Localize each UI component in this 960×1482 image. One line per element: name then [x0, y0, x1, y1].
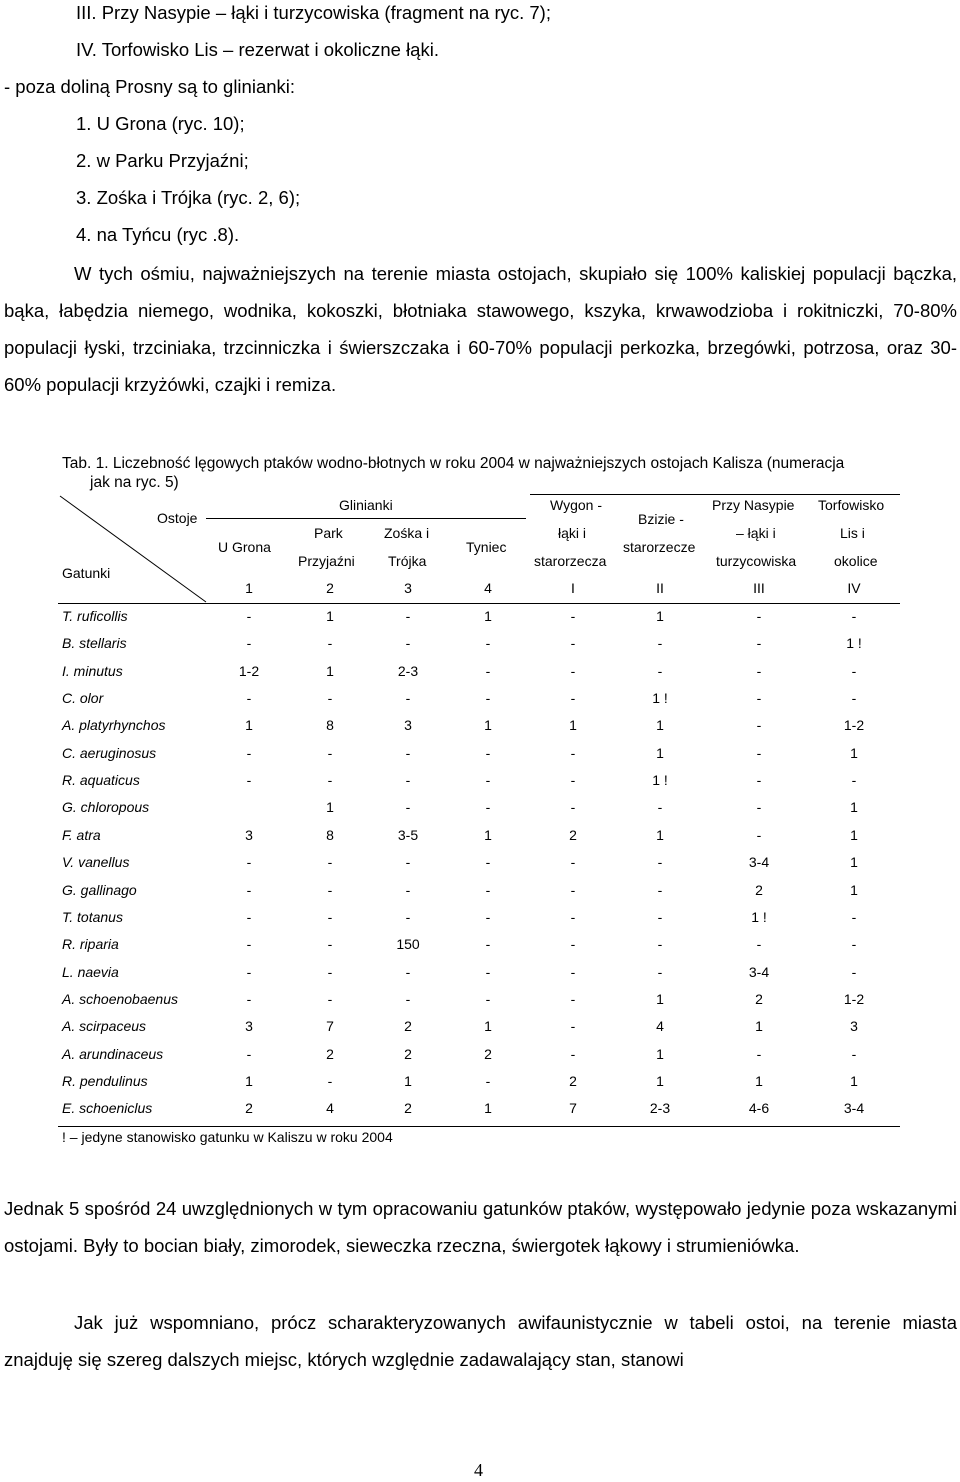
table-cell: 2	[245, 1100, 253, 1117]
table-cell: 3	[245, 1018, 253, 1035]
table-cell: -	[405, 881, 411, 898]
table-cell: 3	[245, 826, 253, 843]
species-name: T. totanus	[62, 908, 123, 925]
table-cell: 1	[656, 717, 664, 734]
col-num-I: I	[571, 580, 575, 596]
table-cell: -	[246, 1045, 252, 1062]
table-cell: -	[485, 881, 491, 898]
table-cell: -	[405, 963, 411, 980]
table-cell: 2	[326, 1045, 334, 1062]
table-cell: 1-2	[238, 662, 260, 679]
table-cell: -	[405, 799, 411, 816]
table-cell: -	[756, 608, 762, 624]
table-cell: 2	[404, 1100, 412, 1117]
table-cell: -	[405, 608, 411, 624]
header-tyniec: Tyniec	[466, 539, 507, 555]
table-cell: -	[570, 662, 576, 679]
table-cell: -	[570, 744, 576, 761]
table-cell: 1	[755, 1072, 763, 1089]
table-cell: -	[570, 772, 576, 789]
table-cell: 1	[850, 799, 858, 816]
header-bzizie-1: Bzizie -	[638, 511, 684, 527]
table-cell: -	[570, 963, 576, 980]
col-num-3: 3	[404, 580, 412, 596]
table-cell: -	[327, 772, 333, 789]
table-cell: 3-4	[748, 963, 770, 980]
table-cell: -	[246, 608, 252, 624]
list-item-IV: IV. Torfowisko Lis – rezerwat i okoliczne łąki.	[76, 39, 439, 60]
table-cell: -	[246, 690, 252, 707]
header-u-grona: U Grona	[218, 539, 271, 555]
species-name: R. riparia	[62, 936, 119, 953]
table-cell: 2	[404, 1018, 412, 1035]
table-cell: 7	[569, 1100, 577, 1117]
table-cell: -	[327, 690, 333, 707]
species-name: F. atra	[62, 826, 101, 843]
table-cell: 2	[569, 1072, 577, 1089]
table-cell: 1	[245, 717, 253, 734]
table-cell: -	[851, 908, 857, 925]
header-top-right-line	[530, 494, 900, 495]
table-cell: -	[246, 635, 252, 652]
table-cell: 2	[755, 881, 763, 898]
col-num-II: II	[656, 580, 664, 596]
species-name: E. schoeniclus	[62, 1100, 153, 1117]
col-num-III: III	[753, 580, 765, 596]
table-cell: -	[327, 1072, 333, 1089]
table-cell: 1	[850, 826, 858, 843]
table-cell: -	[570, 881, 576, 898]
paragraph-outside-species: Jednak 5 spośród 24 uwzględnionych w tym opracowaniu gatunków ptaków, występowało jedynie poza wskazanymi ostojami. Były to bocian biały, zimorodek, sieweczka rzeczna, świergotek łąkowy i strumieniówka.	[4, 1198, 957, 1256]
col-num-4: 4	[484, 580, 492, 596]
table-cell: -	[851, 690, 857, 707]
header-torf-2: Lis i	[840, 525, 865, 541]
table-cell: -	[485, 990, 491, 1007]
table-cell: -	[570, 1045, 576, 1062]
table-cell: -	[570, 936, 576, 953]
table-cell: -	[657, 963, 663, 980]
table-cell: -	[327, 744, 333, 761]
table-cell: 1	[326, 608, 334, 624]
list-item-1: 1. U Grona (ryc. 10);	[76, 113, 245, 134]
paragraph-summary: W tych ośmiu, najważniejszych na terenie miasta ostojach, skupiało się 100% kaliskiej populacji bączka, bąka, łabędzia niemego, wodnika, kokoszki, błotniaka stawowego, kszyka, krwawodzioba i rokitniczki, 70-80% populacji łyski, trzciniaka, trzcinniczka i świerszczaka i 60-70% populacji perkozka, brzegówki, potrzosa, oraz 30-60% populacji krzyżówki, czajki i remiza.	[4, 263, 957, 395]
table-cell: -	[485, 772, 491, 789]
table-cell: -	[327, 936, 333, 953]
table-cell: 1	[656, 1072, 664, 1089]
table-cell: -	[246, 936, 252, 953]
table-cell: 1	[569, 717, 577, 734]
table-cell: -	[570, 690, 576, 707]
header-nasyp-1: Przy Nasypie	[712, 497, 795, 513]
list-intro: - poza doliną Prosny są to glinianki:	[4, 76, 296, 97]
paragraph-other-places: Jak już wspomniano, prócz scharakteryzowanych awifaunistycznie w tabeli ostoi, na terenie miasta znajduję się szereg dalszych miejsc, których względnie zadawalający stan, stanowi	[4, 1312, 957, 1370]
table-cell: -	[246, 772, 252, 789]
table-cell: 2-3	[649, 1100, 671, 1117]
table-cell: -	[485, 690, 491, 707]
species-name: A. scirpaceus	[62, 1018, 147, 1035]
table-cell: 4-6	[748, 1100, 770, 1117]
table-cell: -	[327, 908, 333, 925]
table-cell: 1	[484, 826, 492, 843]
table-cell: -	[327, 881, 333, 898]
table-cell: 1-2	[843, 717, 865, 734]
table-cell: -	[851, 963, 857, 980]
list-item-4: 4. na Tyńcu (ryc .8).	[76, 224, 240, 245]
table-cell: -	[405, 908, 411, 925]
table-cell: 1	[245, 1072, 253, 1089]
table-cell: -	[246, 908, 252, 925]
header-wygon-2: łąki i	[558, 525, 587, 541]
table-cell: 3-4	[843, 1100, 865, 1117]
table-cell: -	[485, 744, 491, 761]
table-cell: -	[405, 690, 411, 707]
table-cell: -	[756, 744, 762, 761]
table-cell: 1	[656, 744, 664, 761]
table-cell: -	[246, 744, 252, 761]
table-cell: -	[657, 854, 663, 871]
table-cell: 1	[850, 854, 858, 871]
header-wygon-3: starorzecza	[534, 553, 607, 569]
table-cell: -	[570, 608, 576, 624]
species-name: I. minutus	[62, 662, 123, 679]
table-cell: -	[657, 635, 663, 652]
table-cell: -	[327, 990, 333, 1007]
table-cell: 7	[326, 1018, 334, 1035]
table-cell: -	[485, 936, 491, 953]
header-zoska-2: Trójka	[388, 553, 427, 569]
table-bottom-line	[58, 1126, 900, 1127]
table-cell: -	[851, 662, 857, 679]
table-cell: 1	[326, 799, 334, 816]
table-cell: -	[485, 662, 491, 679]
species-name: R. aquaticus	[62, 772, 140, 789]
table-cell: 1	[755, 1018, 763, 1035]
table-cell: 1 !	[751, 908, 767, 925]
table-cell: -	[657, 662, 663, 679]
table-cell: -	[405, 635, 411, 652]
header-torf-3: okolice	[834, 553, 878, 569]
species-name: R. pendulinus	[62, 1072, 148, 1089]
table-cell: 150	[396, 936, 420, 953]
table-cell: -	[851, 772, 857, 789]
table-cell: -	[756, 936, 762, 953]
table-cell: 3	[850, 1018, 858, 1035]
species-name: G. chloropous	[62, 799, 150, 816]
table-cell: -	[570, 990, 576, 1007]
species-name: L. naevia	[62, 963, 119, 980]
table-cell: -	[570, 799, 576, 816]
table-cell: 1	[656, 1045, 664, 1062]
header-park-2: Przyjaźni	[298, 553, 355, 569]
table-cell: -	[327, 635, 333, 652]
table-cell: -	[570, 908, 576, 925]
table-cell: 1 !	[652, 772, 668, 789]
table-cell: -	[657, 908, 663, 925]
species-name: A. platyrhynchos	[62, 717, 166, 734]
table-cell: -	[246, 854, 252, 871]
table-cell: -	[851, 608, 857, 624]
table-cell: 2	[484, 1045, 492, 1062]
header-torf-1: Torfowisko	[818, 497, 885, 513]
header-park-1: Park	[314, 525, 343, 541]
table-cell: 1 !	[652, 690, 668, 707]
species-name: A. schoenobaenus	[62, 990, 178, 1007]
table-cell: -	[405, 990, 411, 1007]
header-bzizie-2: starorzecze	[623, 539, 696, 555]
table-cell: -	[756, 826, 762, 843]
table-cell: -	[756, 690, 762, 707]
table-cell: 1	[484, 1100, 492, 1117]
table-cell: -	[485, 1072, 491, 1089]
table-cell: 1	[656, 608, 664, 624]
table-cell: -	[485, 799, 491, 816]
table-caption-line1: Tab. 1. Liczebność lęgowych ptaków wodno-błotnych w roku 2004 w najważniejszych ostojach Kalisza (numeracja	[62, 455, 845, 472]
table-cell: 1	[484, 608, 492, 624]
table-cell: -	[756, 662, 762, 679]
table-cell: -	[327, 854, 333, 871]
table-cell: -	[851, 936, 857, 953]
table-cell: 2-3	[397, 662, 419, 679]
table-cell: 8	[326, 826, 334, 843]
table-caption-line2: jak na ryc. 5)	[90, 474, 179, 491]
table-cell: -	[657, 881, 663, 898]
table-cell: -	[657, 936, 663, 953]
table-cell: -	[756, 717, 762, 734]
table-cell: -	[246, 963, 252, 980]
table-cell: 3	[404, 717, 412, 734]
table-cell: -	[246, 990, 252, 1007]
col-num-1: 1	[245, 580, 253, 596]
list-item-3: 3. Zośka i Trójka (ryc. 2, 6);	[76, 187, 301, 208]
species-name: G. gallinago	[62, 881, 137, 898]
table-cell: 1	[484, 1018, 492, 1035]
table-cell: 1-2	[843, 990, 865, 1007]
header-glinianki: Glinianki	[339, 497, 393, 513]
species-name: C. olor	[62, 690, 104, 707]
header-glinianki-underline	[206, 518, 526, 519]
table-cell: 2	[404, 1045, 412, 1062]
table-cell: 1	[656, 990, 664, 1007]
table-cell: -	[570, 854, 576, 871]
table-cell: 1	[404, 1072, 412, 1089]
species-name: C. aeruginosus	[62, 744, 157, 761]
table-cell: -	[485, 963, 491, 980]
header-gatunki: Gatunki	[62, 565, 111, 581]
table-cell: -	[246, 881, 252, 898]
table-cell: -	[570, 635, 576, 652]
page-number: 4	[474, 1460, 483, 1480]
table-cell: 2	[569, 826, 577, 843]
col-num-IV: IV	[847, 580, 861, 596]
table-cell: -	[756, 635, 762, 652]
list-item-2: 2. w Parku Przyjaźni;	[76, 150, 249, 171]
table-cell: -	[485, 635, 491, 652]
header-nasyp-2: – łąki i	[736, 525, 776, 541]
table-cell: 1	[326, 662, 334, 679]
table-cell: -	[485, 854, 491, 871]
table-cell: 4	[656, 1018, 664, 1035]
col-num-2: 2	[326, 580, 334, 596]
table-cell: -	[327, 963, 333, 980]
table-cell: 1	[656, 826, 664, 843]
table-cell: 3-5	[397, 826, 419, 843]
table-cell: -	[756, 799, 762, 816]
list-item-III: III. Przy Nasypie – łąki i turzycowiska (fragment na ryc. 7);	[76, 2, 551, 23]
header-ostoje: Ostoje	[157, 510, 198, 526]
table-cell: -	[405, 744, 411, 761]
table-cell: 1 !	[846, 635, 862, 652]
table-cell: -	[570, 1018, 576, 1035]
table-cell: -	[485, 908, 491, 925]
species-name: V. vanellus	[62, 854, 130, 871]
table-cell: -	[851, 1045, 857, 1062]
table-footnote: ! – jedyne stanowisko gatunku w Kaliszu w roku 2004	[62, 1129, 393, 1145]
table-cell: -	[657, 799, 663, 816]
table-cell: -	[756, 772, 762, 789]
table-cell: 1	[850, 744, 858, 761]
species-name: A. arundinaceus	[62, 1045, 164, 1062]
species-name: T. ruficollis	[62, 608, 128, 624]
table-cell: 1	[484, 717, 492, 734]
header-nasyp-3: turzycowiska	[716, 553, 797, 569]
header-wygon-1: Wygon -	[550, 497, 603, 513]
table-cell: -	[405, 772, 411, 789]
table-cell: -	[756, 1045, 762, 1062]
header-zoska-1: Zośka i	[384, 525, 430, 541]
table-cell: -	[405, 854, 411, 871]
table-cell: 8	[326, 717, 334, 734]
table-cell: 1	[850, 881, 858, 898]
species-name: B. stellaris	[62, 635, 127, 652]
header-bottom-line	[58, 603, 900, 604]
table-cell: 2	[755, 990, 763, 1007]
table-cell: 1	[850, 1072, 858, 1089]
table-cell: 4	[326, 1100, 334, 1117]
table-cell: 3-4	[748, 854, 770, 871]
